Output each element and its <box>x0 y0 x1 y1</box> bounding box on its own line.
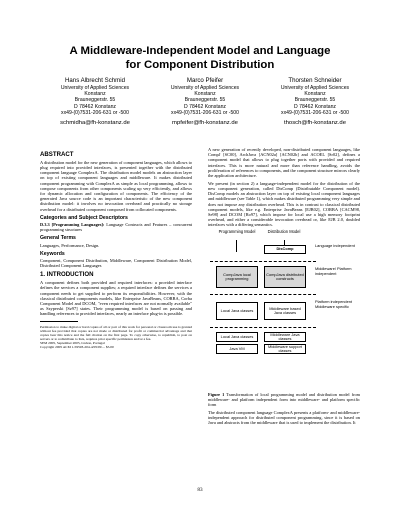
author-affiliation-city: Konstanz <box>84 90 106 97</box>
language-independent-label: Language independent <box>315 243 355 249</box>
abstract-text: A distribution model for the new generation of component languages, which allows to plug required into provided interfaces, is presented together with the distributed component language ComplexA. The distribution model models an abstraction layer on top of existing component languages and middleware. It makes distributed component programming with ComplexA as simple as local programming, allows to compose components from other components scaling up very efficiently, and allows for dynamic allocation and configuration of components. The efficiency of the generated Java source code is an important characteristic of the new component distribution model: it involves no invocation overhead and practically no storage overhead for a distributed component composed from collocated components. <box>40 159 192 212</box>
middleware-based-box: Middleware based Java classes <box>264 302 306 320</box>
author-name: Marco Pfeifer <box>186 77 224 84</box>
categories-heading: Categories and Subject Descriptors <box>40 214 128 221</box>
author-phone: xx49-(0)7531-206-631 or -500 <box>61 110 129 117</box>
middleware-java-box: Middleware Java classes <box>264 332 306 342</box>
author-name: Hans Albrecht Schmid <box>65 77 125 84</box>
general-terms-heading: General Terms <box>40 235 76 242</box>
author-affiliation-city: Konstanz <box>304 90 326 97</box>
categories-code: D.3.3 [Programming Languages]: <box>40 221 105 227</box>
java-vm-box: Java VM <box>216 344 258 354</box>
author-phone: xx49-(0)7531-206-631 or -500 <box>281 110 349 117</box>
author-street: Brauneggerstr. 55 <box>184 97 226 104</box>
author-3 <box>260 77 370 126</box>
author-email[interactable]: thosch@fh-konstanz.de <box>284 120 346 127</box>
categories-description: Language Contructs and Features – concurrent programming structures <box>40 221 192 233</box>
platform-middleware-label: Platform independent Middleware specific <box>315 299 352 309</box>
conference-line: SEM 2005, September 2005, Lisbon, Portugal <box>40 340 105 345</box>
permission-text: Permission to make digital or hard copies of all or part of this work for personal or classroom use is granted without fee provided that copies are not made or distributed for profit or commercial advantage and that copies bear this notice and the full citation on the first page. To copy otherwise, to republish, to post on servers or to redistribute to lists, requires prior specific permission and/or a fee. <box>40 324 192 341</box>
author-postcode: D 78462 Konstanz <box>294 103 336 110</box>
connector-line <box>236 240 237 252</box>
author-email[interactable]: schmidha@fh-konstanz.de <box>60 120 130 127</box>
author-affiliation: University of Applied Sciences <box>60 84 130 91</box>
author-block <box>40 77 370 126</box>
categories-text <box>40 222 192 232</box>
right-paragraph-3: The distributed component language ComplexA presents a platform- and middleware-independent approach for distributed component programming, since it is based on Java and abstracts from the middleware that is used to implement the distribution. It <box>208 410 360 426</box>
general-terms-text: Languages, Performance, Design. <box>40 242 100 248</box>
compjava-local-box: CompJava local programming <box>216 266 258 288</box>
divider-line <box>210 327 316 328</box>
author-postcode: D 78462 Konstanz <box>184 103 226 110</box>
author-street: Brauneggerstr. 55 <box>74 97 116 104</box>
left-column <box>40 148 192 349</box>
distribution-model-label: Distribution Model <box>267 229 301 235</box>
permission-notice <box>40 325 192 350</box>
middleware-independent-label: Middleware/ Platform independent <box>315 266 352 276</box>
right-paragraph-2: We present (in section 2) a language-independent model for the distribution of the new component generation, called DisComp (Distributable Component model). DisComp models an abstraction layer on top of existing local component languages and middleware (see Table 1), which makes distributed programming very simple and does not impose any distribution overhead. This is in contrast to classical distributed component models, like e.g. Enterprise JavaBeans [EJB02], CORBA [CACM98, Se98] and DCOM [Ro97], which impose for local use a high memory footprint overhead, and either a considerable invocation overhead or, like EJB 2.0, doubled interfaces with a differing semantics. <box>208 180 360 228</box>
right-column <box>208 147 360 428</box>
compjava-distributed-box: CompJava distributed constructs <box>264 266 306 288</box>
author-2 <box>150 77 260 126</box>
caption-label: Figure 1 <box>208 392 225 398</box>
discomp-box: DisComp <box>264 245 306 254</box>
author-email[interactable]: mpfeifer@fh-konstanz.de <box>172 120 238 127</box>
caption-text: Transformation of local programming model and distribution model from middleware- and platform independent form into middleware- and platform specific form <box>208 392 360 408</box>
author-postcode: D 78462 Konstanz <box>74 103 116 110</box>
author-1 <box>40 77 150 126</box>
author-street: Brauneggerstr. 55 <box>294 97 336 104</box>
author-name: Thorsten Schneider <box>288 77 342 84</box>
author-affiliation: University of Applied Sciences <box>170 84 240 91</box>
middleware-support-box: Middleware support classes <box>264 344 306 354</box>
right-paragraph-1: A new generation of recently developed, non-distributed component languages, like CompJ [SC00], ArchJava [ACN02a] [ACN02b] and ACOEL [Sr02], defines a component model that allows to plug together ports with provided and required interfaces. This is more natural and more than reference handling, avoids the proliferation of references to components, and the component structure mirrors clearly the application architecture. <box>208 147 360 179</box>
author-affiliation-city: Konstanz <box>194 90 216 97</box>
intro-heading: 1. INTRODUCTION <box>40 270 94 278</box>
local-java-classes-box: Local Java classes <box>216 332 258 342</box>
title-line-2: for Component Distribution <box>125 58 275 71</box>
author-affiliation: University of Applied Sciences <box>280 84 350 91</box>
copyright-line: Copyright 2005 ACM 1-59593-204-4/05/09 ... $5.00 <box>40 345 114 350</box>
paper-title <box>0 45 400 72</box>
programming-model-label: Programming Model <box>218 229 256 235</box>
divider-line <box>210 261 316 262</box>
footnote-rule <box>40 321 78 322</box>
page-number: 83 <box>197 487 203 493</box>
local-java-box: Local Java classes <box>216 302 258 320</box>
abstract-heading: ABSTRACT <box>40 150 74 158</box>
title-line-1: A Middleware-Independent Model and Language <box>69 45 331 57</box>
author-phone: xx49-(0)7531-206-631 or -500 <box>171 110 239 117</box>
keywords-heading: Keywords <box>40 250 65 257</box>
keywords-text: Component, Component Distribution, Middleware, Component Distribution Model, Distributed Component Languages <box>40 257 192 269</box>
divider-line <box>210 294 316 295</box>
intro-text: A component defines both provided and required interfaces: a provided interface defines the services a component supplies; a required interface defines the services a component needs to get supplied to perform its responsibilities. However, with the classical distributed components models, like Enterprise JavaBeans, CORBA, Corba Component Model and DCOM, "even required interfaces are not normally available" as Szyperski [Sz97] states. Their programming model is based on passing and handling references to provided interfaces, nearly an interface plug-in is possible. <box>40 280 192 317</box>
figure-1-diagram <box>208 230 360 390</box>
figure-1-caption <box>208 392 360 407</box>
